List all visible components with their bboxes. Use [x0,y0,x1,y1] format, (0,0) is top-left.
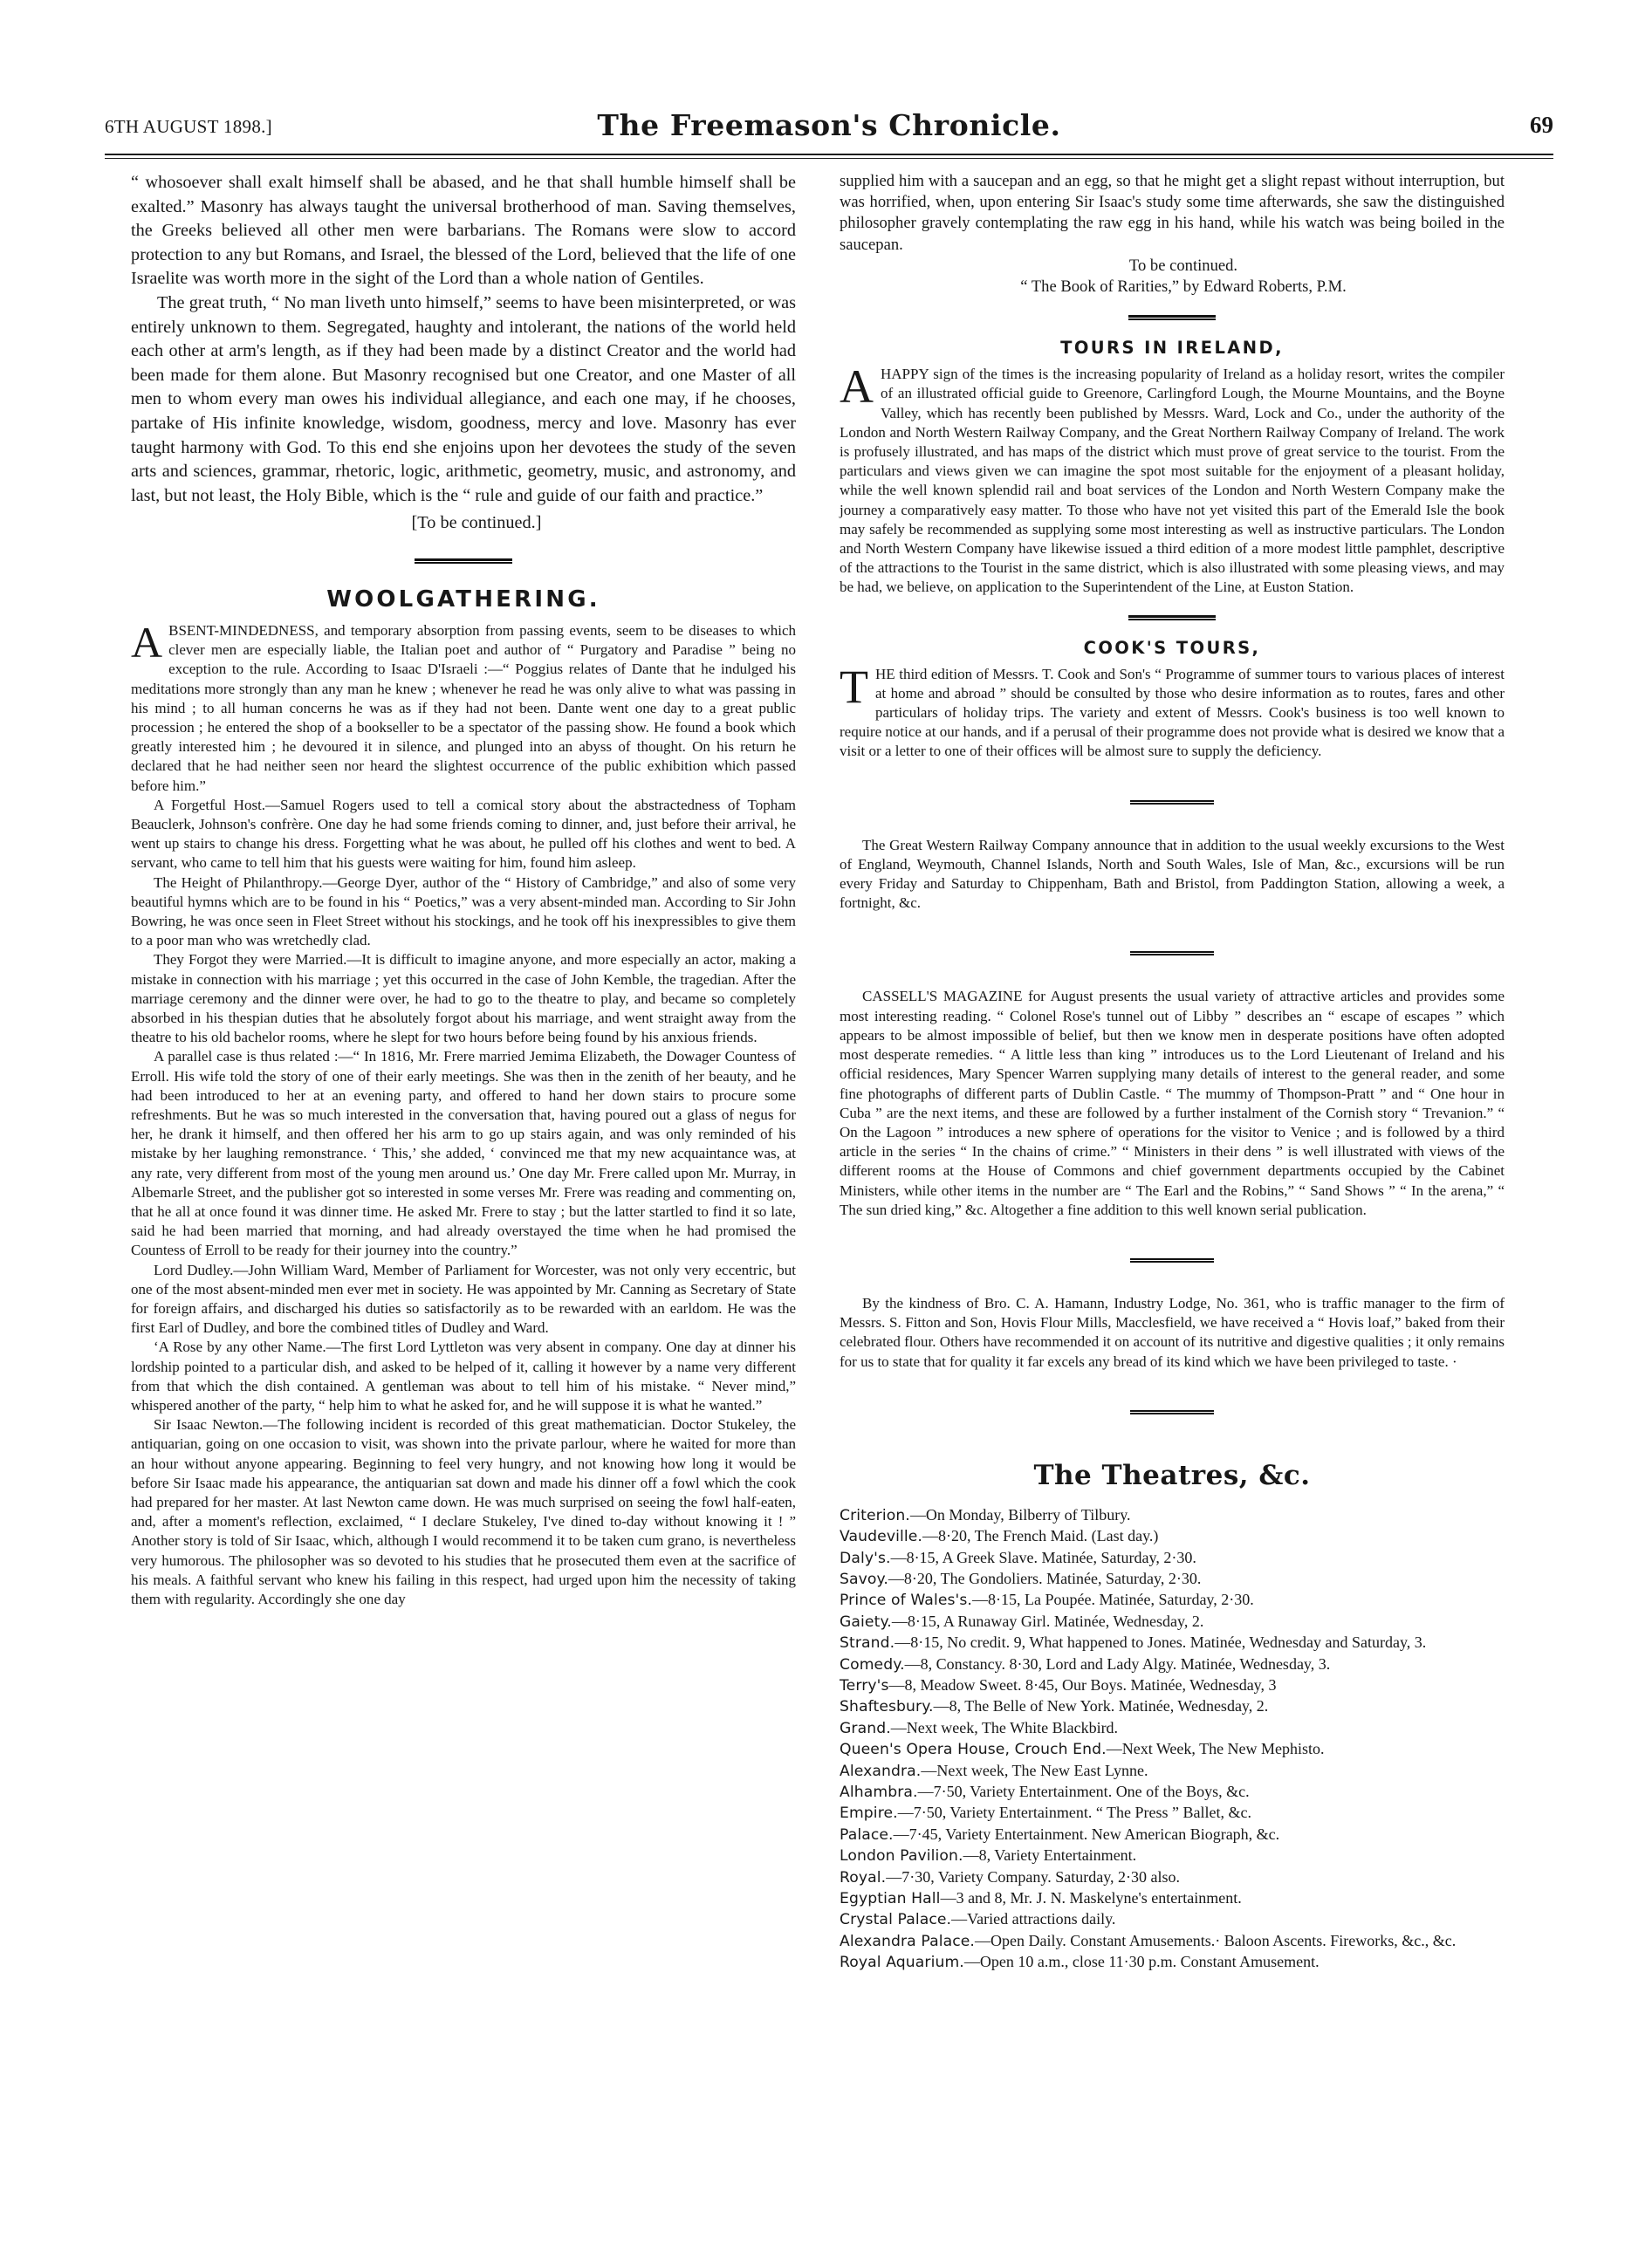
theatre-detail: —Varied attractions daily. [951,1910,1116,1928]
theatre-detail: —7·50, Variety Entertainment. “ The Press ” Ballet, &c. [897,1804,1251,1822]
list-item [840,1590,1505,1611]
theatre-detail: —Next week, The New East Lynne. [921,1761,1148,1779]
theatre-detail: —7·45, Variety Entertainment. New American Biograph, &c. [893,1825,1280,1843]
theatre-name: Terry's [840,1676,889,1695]
theatre-detail: —8, The Belle of New York. Matinée, Wednesday, 2. [933,1697,1269,1715]
masthead-rule [105,154,1553,159]
theatre-detail: —8·15, A Runaway Girl. Matinée, Wednesday, 2. [891,1612,1204,1630]
publication-title: The Freemason's Chronicle. [597,108,1061,142]
section-heading-tours-in-ireland: TOURS IN IRELAND, [1060,338,1284,359]
paragraph-text: for August presents the usual variety of attractive articles and provides some most interesting reading. “ Colonel Rose's tunnel out of Libby ” describes an “ escape of escapes ” which appears to be almost impossible of belief, but then we know men in desperate positions have often adopted most desperate remedies. “ A little less than king ” introduces us to the Lord Lieutenant of Ireland and his official residences, Mary Spencer Warren supplying many details of interest to the general reader, and some fine photographs of different parts of Dublin Castle. “ The mummy of Thompson-Pratt ” and “ One hour in Cuba ” are the next items, and these are followed by a further instalment of the Cornish story “ Trevanion.” “ On the Lagoon ” introduces a new sphere of operations for the visitor to Venice ; and is followed by a third article in the series “ In the chains of crime.” “ Ministers in their dens ” is well illustrated with views of the different rooms at the House of Commons and chief government departments occupied by the Cabinet Ministers, while other items in the number are “ The Earl and the Robins,” “ Sand Shows ” “ In the arena,” “ The sun dried king,” &c. Altogether a fine addition to this well known serial publication. [840,988,1505,1218]
section-divider [1130,951,1214,955]
list-item [840,1548,1505,1569]
theatre-name: Shaftesbury. [840,1698,934,1716]
magazine-title: CASSELL'S MAGAZINE [862,988,1023,1005]
paragraph-with-dropcap [840,360,1505,597]
paragraph-text: HAPPY sign of the times is the increasing popularity of Ireland as a holiday resort, writes the compiler of an illustrated official guide to Greenore, Carlingford Lough, the Mourne Mountains, and the Boyne Valley, which has recently been published by Messrs. Ward, Lock and Co., under the authority of the London and North Western Railway Company, and the Great Northern Railway Company of Ireland. The work is profusely illustrated, and has maps of the district which must prove of great service to the tourist. From the particulars and views given we can imagine the spot most suitable for the enjoyment of a pleasant holiday, while the well known splendid rail and boat services of the London and North Western Company make the journey a comparatively easy matter. To those who have not yet visited this part of the Emerald Isle the book may safely be recommended as supplying some most interesting as well as instructive particulars. The London and North Western Company have likewise issued a third edition of a more modest little pamphlet, descriptive of the attractions to the Tourist in the same district, which is also illustrated with some pleasing views, and may be had, we believe, on application to the Superintendent of the Line, at Euston Station. [840,366,1505,596]
paragraph: Sir Isaac Newton.—The following incident is recorded of this great mathematician. Doctor Stukeley, the antiquarian, going on one occasion to visit, was shown into the private parlour, where he waited for more than an hour without anyone appearing. Beginning to feel very hungry, and not knowing how long it would be before Sir Isaac made his appearance, the antiquarian sat down and made his dinner off a fowl which the cook had prepared for her master. At last Newton came down. He was much surprised on seeing the fowl half-eaten, and, after a moment's reflection, exclaimed, “ I declare Stukeley, I've dined to-day without knowing it ! ” Another story is told of Sir Isaac, which, although I would recommend it to be taken cum grano, is nevertheless very humorous. The philosopher was so devoted to his studies that he prosecuted them even at the sacrifice of his meals. A faithful servant who knew his failing in this respect, had urged upon him the necessity of taking them with regularity. Accordingly she one day [131,1416,796,1608]
paragraph: “ whosoever shall exalt himself shall be abased, and he that shall humble himself shall be exalted.” Masonry has always taught the universal brotherhood of man. Saving themselves, the Greeks believed all other men were barbarians. The Romans were slow to accord protection to any but Romans, and Israel, the blessed of the Lord, believed that the life of one Israelite was worth more in the sight of the Lord than a whole nation of Gentiles. [131,173,796,289]
list-item [840,1909,1505,1930]
theatre-name: Empire. [840,1804,898,1823]
paragraph: The Great Western Railway Company announce that in addition to the usual weekly excursions to the West of England, Weymouth, Channel Islands, North and South Wales, Isle of Man, &c., excursions will be run every Friday and Saturday to Chippenham, Bath and Bristol, from Paddington Station, allowing a week, a fortnight, &c. [840,836,1505,912]
great-western-railway-notice [840,836,1505,914]
spacer [840,820,1505,836]
theatre-detail: —7·50, Variety Entertainment. One of the Boys, &c. [917,1783,1250,1801]
right-column [840,171,1505,1974]
theatre-detail: —On Monday, Bilberry of Tilbury. [909,1505,1131,1524]
theatre-name: Royal. [840,1868,887,1887]
theatre-detail: —8, Meadow Sweet. 8·45, Our Boys. Matinée, Wednesday, 3 [888,1675,1277,1694]
paragraph [840,987,1505,1219]
spacer [840,762,1505,784]
paragraph: By the kindness of Bro. C. A. Hamann, Industry Lodge, No. 361, who is traffic manager to the firm of Messrs. S. Fitton and Son, Hovis Flour Mills, Macclesfield, we have received a “ Hovis loaf,” baked from their celebrated flour. Others have recommended it on account of its nutritive and digestive qualities ; it only remains for us to state that for quality it far excels any bread of its kind which we have been privileged to taste. · [840,1294,1505,1370]
theatre-name: Grand. [840,1719,891,1737]
list-item [840,1825,1505,1846]
drop-cap-letter: T [840,660,868,713]
issue-date: 6TH AUGUST 1898.] [105,116,272,137]
section-heading-theatres: The Theatres, &c. [1033,1459,1311,1491]
spacer [840,913,1505,935]
theatre-name: Prince of Wales's. [840,1592,972,1610]
paragraph-with-dropcap [131,617,796,796]
paragraph-text: HE third edition of Messrs. T. Cook and Son's “ Programme of summer tours to various places of interest at home and abroad ” should be consulted by those who desire information as to routes, fares and other particulars of holiday trips. The variety and extent of Messrs. Cook's business is too well known to require notice at our hands, and if a perusal of their programme does not provide what is desired we know that a visit or a letter to one of their offices will be almost sure to supply the deficiency. [840,665,1505,760]
spacer [840,1430,1505,1460]
list-item [840,1569,1505,1590]
page-number: 69 [1530,112,1553,138]
theatre-name: Palace. [840,1825,894,1844]
cassells-magazine-review [840,987,1505,1219]
article-byline: “ The Book of Rarities,” by Edward Roberts, P.M. [1020,277,1347,297]
theatre-name: Daly's. [840,1549,891,1567]
list-item [840,1633,1505,1654]
tours-in-ireland-article [840,360,1505,597]
left-column [131,171,796,1609]
theatre-detail: —Next Week, The New Mephisto. [1106,1740,1325,1758]
to-be-continued-note: To be continued. [1128,256,1238,275]
theatre-name: Vaudeville. [840,1528,922,1546]
drop-cap-letter: A [131,617,163,667]
list-item [840,1718,1505,1739]
theatre-name: Strand. [840,1634,895,1653]
masonry-article [131,171,796,536]
theatre-detail: —Open Daily. Constant Amusements.· Baloon Ascents. Fireworks, &c., &c. [975,1931,1457,1949]
paragraph: The Height of Philanthropy.—George Dyer, author of the “ History of Cambridge,” and also of some very beautiful hymns which are to be found in his “ Poetics,” was a very absent-minded man. According to Sir John Bowring, he was once seen in Fleet Street without his stockings, and he took off his inexpressibles to give them to a poor man who was wretchedly clad. [131,873,796,949]
paragraph: The great truth, “ No man liveth unto himself,” seems to have been misinterpreted, or was entirely unknown to them. Segregated, haughty and intolerant, the nations of the world held each other at arm's length, as if they had been made by a distinct Creator and the world had been made for them alone. But Masonry recognised but one Creator, and one Master of all men to whom every man owes his individual allegiance, and each one may, if he chooses, partake of His infinite knowledge, wisdom, goodness, mercy and love. Masonry has ever taught harmony with God. To this end she enjoins upon her devotees the study of the seven arts and sciences, grammar, rhetoric, logic, arithmetic, geometry, music, and astronomy, and last, but not least, the Holy Bible, which is the “ rule and guide of our faith and practice.” [131,292,796,505]
hovis-loaf-notice [840,1294,1505,1372]
theatre-detail: —7·30, Variety Company. Saturday, 2·30 also. [886,1867,1181,1886]
theatre-name: Queen's Opera House, Crouch End. [840,1741,1107,1759]
paragraph: A parallel case is thus related :—“ In 1816, Mr. Frere married Jemima Elizabeth, the Dowager Countess of Erroll. His wife told the story of one of their early meetings. She was then in the zenith of her beauty, and he had been introduced to her at an evening party, and offered to hand her down stairs to procure some refreshments. But he was so much interested in the conversation that, having poured out a glass of negus for her, he drank it himself, and then offered her his arm to go up stairs again, and was only reminded of his mistake by her laughing remonstrance. ‘ This,’ she added, ‘ convinced me that my new acquaintance was, at any rate, very different from most of the young men around us.’ One day Mr. Frere called upon Mr. Murray, in Albemarle Street, and the publisher got so interested in some verses Mr. Frere was reading and commenting on, that he all at once found it was dinner time. He asked Mr. Frere to stay ; but the latter startled to find it so late, said he had been married that morning, and had already overstayed the time when he had promised the Countess of Erroll to be ready for their journey into the country.” [131,1048,796,1259]
spacer [840,1220,1505,1243]
spacer [840,1372,1505,1394]
theatre-detail: —8·20, The French Maid. (Last day.) [922,1527,1159,1545]
theatre-name: London Pavilion. [840,1847,963,1866]
theatre-name: Royal Aquarium. [840,1954,964,1972]
theatre-name: Criterion. [840,1506,910,1524]
list-item [840,1739,1505,1760]
list-item [840,1675,1505,1696]
woolgathering-article [131,617,796,1609]
list-item [840,1526,1505,1547]
section-heading-woolgathering: WOOLGATHERING. [326,586,600,613]
newton-article-continuation [840,171,1505,298]
section-divider [1130,1258,1214,1263]
section-divider [415,558,512,564]
theatre-name: Crystal Palace. [840,1911,952,1929]
section-divider [1130,1410,1214,1414]
list-item [840,1782,1505,1803]
cooks-tours-article [840,660,1505,762]
paragraph-text: BSENT-MINDEDNESS, and temporary absorption from passing events, seem to be diseases to which clever men are especially liable, the Italian poet and author of “ Purgatory and Paradise ” being no exception to the rule. According to Isaac D'Israeli :—“ Poggius relates of Dante that he indulged his meditations more strongly than any man he knew ; whenever he read he was only alive to what was passing in his mind ; to all human concerns he was as if they had not been. Dante went one day to a great public procession ; he entered the shop of a bookseller to be a spectator of the passing show. He found a book which greatly interested him ; he devoured it in silence, and plunged into an abyss of thought. On his return he declared that he had neither seen nor heard the slightest occurrence of the public exhibition which passed before him.” [131,621,796,794]
section-heading-cooks-tours: COOK'S TOURS, [1083,637,1261,658]
theatre-name: Comedy. [840,1655,905,1674]
theatre-detail: —8, Constancy. 8·30, Lord and Lady Algy. Matinée, Wednesday, 3. [904,1654,1331,1673]
paragraph-with-dropcap [840,660,1505,762]
theatre-detail: —Next week, The White Blackbird. [890,1718,1119,1736]
theatre-detail: —8·15, La Poupée. Matinée, Saturday, 2·30. [972,1591,1254,1609]
section-divider [1128,315,1216,320]
list-item [840,1846,1505,1866]
spacer [840,1278,1505,1294]
list-item [840,1505,1505,1526]
theatre-detail: —8, Variety Entertainment. [963,1846,1137,1865]
list-item [840,1931,1505,1952]
theatre-name: Egyptian Hall [840,1890,941,1908]
list-item [840,1952,1505,1973]
section-divider [1130,800,1214,805]
spacer [840,971,1505,987]
list-item [840,1867,1505,1888]
list-item [840,1696,1505,1717]
theatre-detail: —3 and 8, Mr. J. N. Maskelyne's entertainment. [940,1889,1242,1907]
theatre-name: Alexandra Palace. [840,1932,975,1950]
paragraph: Lord Dudley.—John William Ward, Member of Parliament for Worcester, was not only very eccentric, but one of the most absent-minded men ever met in society. He was appointed by Mr. Canning as Secretary of State for foreign affairs, and discharged his duties so satisfactorily as to be rewarded with an earldom. He was the first Earl of Dudley, and bore the combined titles of Dudley and Ward. [131,1261,796,1337]
theatre-detail: —8·20, The Gondoliers. Matinée, Saturday, 2·30. [888,1569,1202,1587]
list-item [840,1803,1505,1824]
list-item [840,1888,1505,1909]
theatre-name: Gaiety. [840,1613,892,1631]
to-be-continued-note: [To be continued.] [411,513,542,533]
theatre-name: Alhambra. [840,1784,918,1802]
theatre-name: Savoy. [840,1570,888,1588]
theatre-detail: —8·15, A Greek Slave. Matinée, Saturday, 2·30. [890,1548,1196,1566]
masthead [105,108,1553,154]
paragraph: ‘A Rose by any other Name.—The first Lord Lyttleton was very absent in company. One day at dinner his lordship pointed to a particular dish, and asked to be helped of it, calling it however by a name very different from that which the dish contained. A gentleman was about to tell him of his mistake. “ Never mind,” whispered another of the party, “ help him to what he asked for, and he will suppose it is what he wanted.” [131,1339,796,1414]
paragraph: A Forgetful Host.—Samuel Rogers used to tell a comical story about the abstractedness of Topham Beauclerk, Johnson's confrère. One day he had some friends coming to dinner, and, just before their arrival, he went up stairs to change his dress. Forgetting what he was about, he pulled off his clothes and went to bed. A servant, who came to tell him that his guests were waiting for him, found him asleep. [131,796,796,872]
list-item [840,1761,1505,1782]
paragraph: They Forgot they were Married.—It is difficult to imagine anyone, and more especially an actor, making a mistake in connection with his marriage ; yet this occurred in the case of John Kemble, the tragedian. After the marriage ceremony and the dinner were over, he had to go to the theatre to play, and became so completely absorbed in his thespian duties that he absolutely forgot about his marriage, and went straight away from the theatre to his old bachelor rooms, where he slept for two hours before being found by his anxious friends. [131,951,796,1046]
theatre-name: Alexandra. [840,1762,922,1780]
drop-cap-letter: A [840,360,874,414]
list-item [840,1654,1505,1675]
list-item [840,1612,1505,1633]
theatre-listings [840,1505,1505,1974]
theatre-detail: —Open 10 a.m., close 11·30 p.m. Constant Amusement. [963,1953,1320,1971]
section-divider [1128,615,1216,620]
theatre-detail: —8·15, No credit. 9, What happened to Jones. Matinée, Wednesday and Saturday, 3. [895,1633,1427,1652]
paragraph: supplied him with a saucepan and an egg, so that he might get a slight repast without interruption, but was horrified, when, upon entering Sir Isaac's study some time afterwards, she saw the distinguished philosopher gravely contemplating the raw egg in his hand, while his watch was being boiled in the saucepan. [840,172,1505,254]
